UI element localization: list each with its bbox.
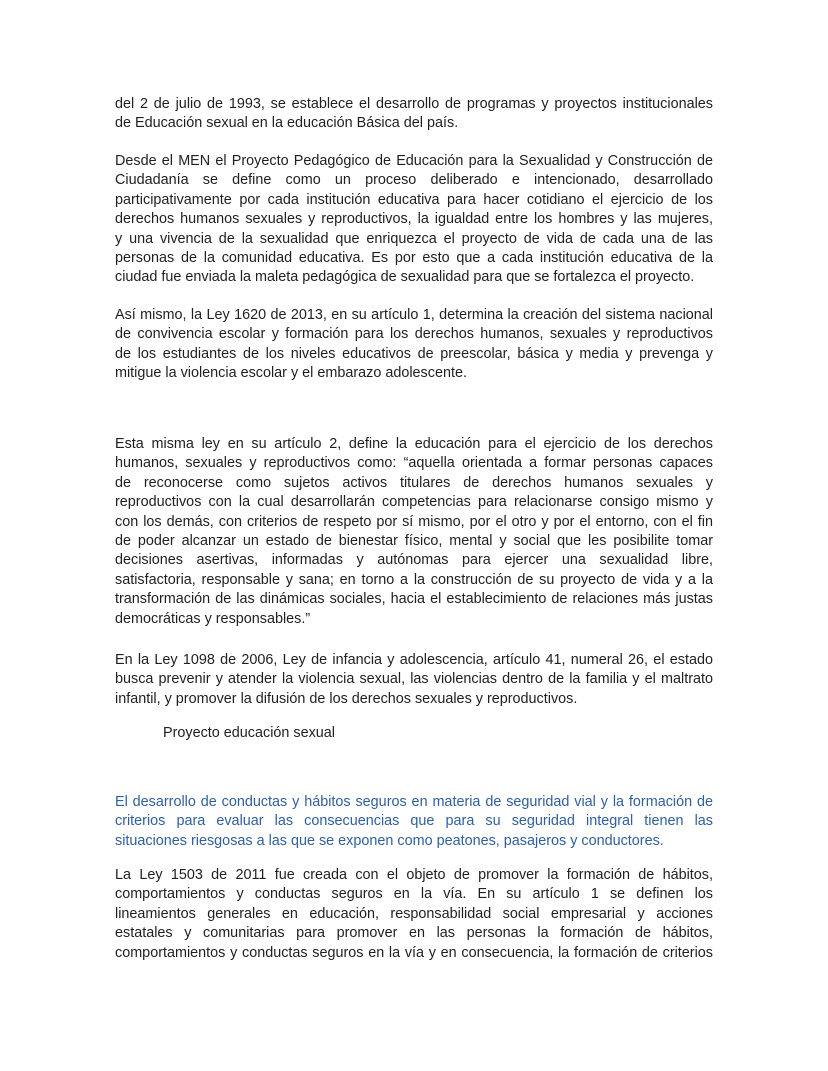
paragraph-ley-1098 [115, 651, 713, 709]
paragraph-ley-1503 [115, 866, 713, 963]
text-line: satisfactoria, responsable y sana; en torno a la construcción de su proyecto de vida y a la [115, 571, 713, 588]
text-line: de los estudiantes de los niveles educativos de preescolar, básica y media y prevenga y [115, 345, 713, 362]
highlight-paragraph [115, 793, 713, 851]
paragraph-ley-1993 [115, 95, 713, 134]
text-line: estatales y comunitarias para promover en las personas la formación de hábitos, [115, 925, 713, 942]
text-line: de reconocerse como sujetos activos titulares de derechos humanos sexuales y [115, 474, 713, 491]
text-line: reproductivos con la cual desarrollarán competencias para relacionarse consigo mismo y [115, 494, 713, 511]
text-line: democráticas y responsables.” [115, 610, 311, 627]
text-line: comportamientos y conductas seguros en la vía y en consecuencia, la formación de criterios [115, 944, 713, 961]
text-line: Desde el MEN el Proyecto Pedagógico de Educación para la Sexualidad y Construcción de [115, 153, 713, 169]
text-line: de convivencia escolar y formación para los derechos humanos, sexuales y reproductivos [115, 326, 713, 343]
paragraph-men-proyecto [115, 152, 713, 288]
text-line: lineamientos generales en educación, responsabilidad social empresarial y acciones [115, 905, 713, 922]
text-line: ciudad fue enviada la maleta pedagógica de sexualidad para que se fortalezca el proyecto. [115, 269, 695, 286]
text-line: criterios para evaluar las consecuencias que para su seguridad integral tienen las [115, 813, 713, 830]
text-line: decisiones asertivas, informadas y autónomas para ejercer una sexualidad libre, [115, 552, 713, 569]
section-heading: Proyecto educación sexual [163, 725, 335, 741]
text-line: Esta misma ley en su artículo 2, define la educación para el ejercicio de los derechos [115, 436, 713, 452]
text-line: Así mismo, la Ley 1620 de 2013, en su artículo 1, determina la creación del sistema nacional [115, 307, 713, 323]
text-line: derechos humanos sexuales y reproductivos, la igualdad entre los hombres y las mujeres, [115, 211, 713, 228]
text-line: comportamientos y conductas seguros en la vía. En su artículo 1 se definen los [115, 886, 713, 903]
text-line: El desarrollo de conductas y hábitos seguros en materia de seguridad vial y la formación de [115, 794, 713, 810]
paragraph-articulo-2 [115, 435, 713, 629]
text-line: mitigue la violencia escolar y el embarazo adolescente. [115, 365, 467, 382]
text-line: de poder alcanzar un estado de bienestar físico, mental y social que les posibilite tomar [115, 533, 713, 550]
text-line: Ciudadanía se define como un proceso deliberado e intencionado, desarrollado [115, 172, 713, 189]
paragraph-ley-1620 [115, 306, 713, 384]
text-line: personas de la comunidad educativa. Es por esto que a cada institución educativa de la [115, 250, 713, 267]
text-line: participativamente por cada institución educativa para hacer cotidiano el ejercicio de los [115, 191, 713, 208]
text-line: situaciones riesgosas a las que se exponen como peatones, pasajeros y conductores. [115, 832, 664, 849]
text-line: de Educación sexual en la educación Básica del país. [115, 115, 459, 132]
text-line: transformación de las dinámicas sociales, hacia el establecimiento de relaciones más justas [115, 591, 713, 608]
text-line: del 2 de julio de 1993, se establece el desarrollo de programas y proyectos institucionales [115, 96, 713, 112]
text-line: infantil, y promover la difusión de los derechos sexuales y reproductivos. [115, 690, 578, 707]
text-line: y una vivencia de la sexualidad que enriquezca el proyecto de vida de cada una de las [115, 230, 713, 247]
text-line: con los demás, con criterios de respeto por sí mismo, por el otro y por el entorno, con el fin [115, 513, 713, 530]
text-line: busca prevenir y atender la violencia sexual, las violencias dentro de la familia y el maltrato [115, 671, 713, 688]
text-line: La Ley 1503 de 2011 fue creada con el objeto de promover la formación de hábitos, [115, 867, 713, 883]
text-line: humanos, sexuales y reproductivos como: “aquella orientada a formar personas capaces [115, 455, 713, 472]
text-line: En la Ley 1098 de 2006, Ley de infancia y adolescencia, artículo 41, numeral 26, el estado [115, 652, 713, 668]
